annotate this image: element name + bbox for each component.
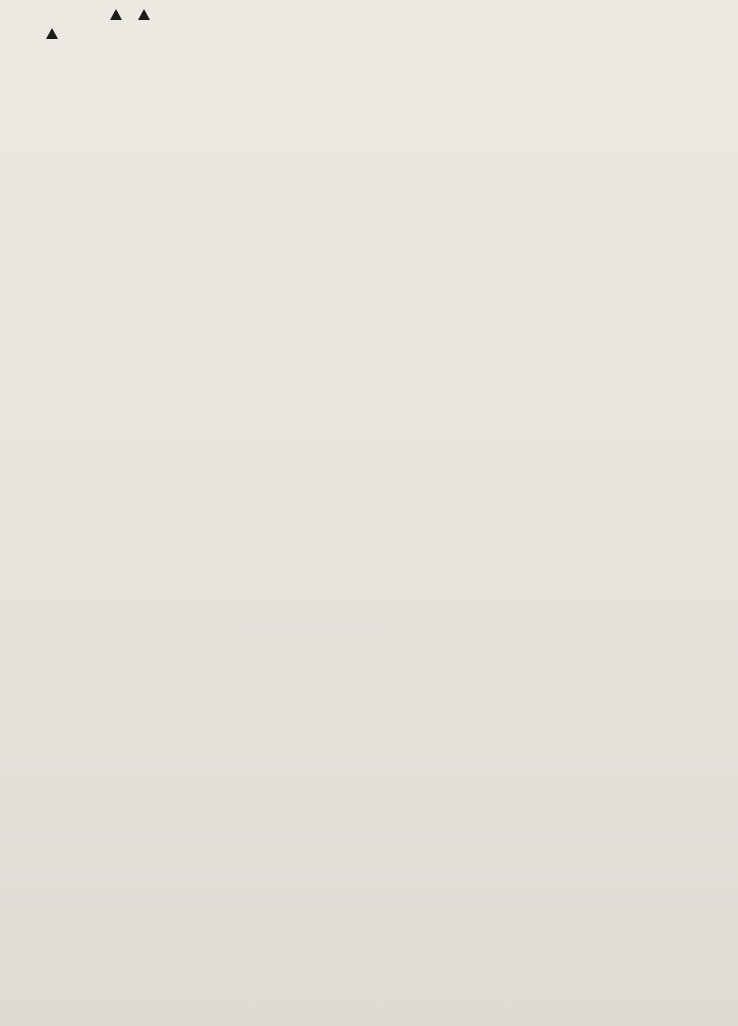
exam-content xyxy=(38,6,710,45)
watermark xyxy=(540,968,732,1020)
answer-blank-marker xyxy=(138,9,150,20)
q4-stem xyxy=(38,25,710,44)
answer-blank-marker xyxy=(110,9,122,20)
answer-blank-marker xyxy=(46,28,58,39)
q2-fill-blank xyxy=(38,6,710,25)
